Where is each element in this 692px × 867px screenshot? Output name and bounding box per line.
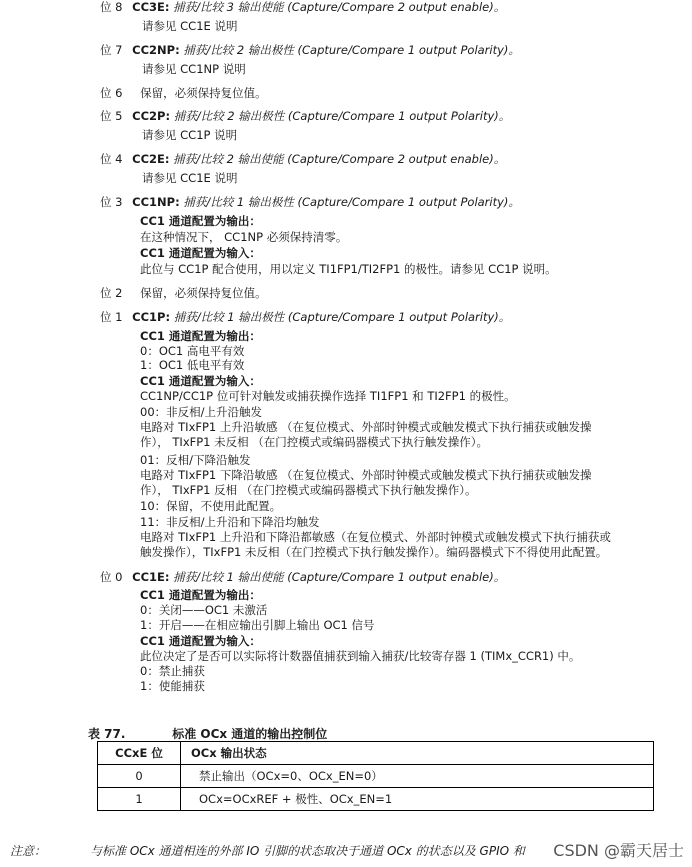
table-header-row: [98, 742, 654, 765]
bit-name: CC1P:: [132, 310, 171, 324]
bit-label: 位 5: [100, 109, 123, 123]
bit-name: CC1NP:: [132, 195, 180, 209]
bit-5-line: 请参见 CC1P 说明: [142, 128, 238, 142]
bit-label: 位 8: [100, 0, 123, 14]
bit-description: 捕获/比较 2 输出极性 (Capture/Compare 1 output Polarity)。: [173, 109, 511, 123]
bit-description: 捕获/比较 1 输出极性 (Capture/Compare 1 output Polarity)。: [173, 310, 511, 324]
bit-0-line: 1：使能捕获: [140, 679, 205, 693]
table-cell: 禁止输出（OCx=0、OCx_EN=0）: [181, 765, 654, 788]
bit-1-line: 作）， TIxFP1 未反相 （在门控模式或编码器模式下执行触发操作）。: [140, 435, 489, 449]
bit-label: 位 7: [100, 43, 123, 57]
bit-label: 位 2: [100, 286, 123, 300]
bit-0-line: 此位决定了是否可以实际将计数器值捕获到输入捕获/比较寄存器 1 (TIMx_CCR1) 中。: [140, 649, 581, 663]
bit-label: 位 3: [100, 195, 123, 209]
table-cell: OCx=OCxREF + 极性、OCx_EN=1: [181, 788, 654, 811]
bit-name: CC1E:: [132, 570, 170, 584]
bit-3-line: 此位与 CC1P 配合使用，用以定义 TI1FP1/TI2FP1 的极性。请参见 CC1P 说明。: [140, 262, 557, 276]
bit-description: 捕获/比较 3 输出使能 (Capture/Compare 2 output enable)。: [173, 0, 506, 14]
bit-1-line: 10：保留，不使用此配置。: [140, 499, 282, 513]
bit-4-line: 请参见 CC1E 说明: [142, 171, 238, 185]
bit-description: 捕获/比较 1 输出极性 (Capture/Compare 1 output Polarity)。: [183, 195, 520, 209]
table-title: 标准 OCx 通道的输出控制位: [172, 727, 328, 741]
bit-0-subheading: CC1 通道配置为输入：: [140, 634, 261, 648]
column-header: OCx 输出状态: [181, 742, 654, 765]
bit-label: 位 6: [100, 86, 123, 100]
column-header: CCxE 位: [98, 742, 181, 765]
table-cell: 1: [98, 788, 181, 811]
bit-description: 保留，必须保持复位值。: [140, 86, 267, 100]
note-text: 与标准 OCx 通道相连的外部 IO 引脚的状态取决于通道 OCx 的状态以及 GPIO 和: [90, 844, 525, 858]
bit-description: 捕获/比较 2 输出使能 (Capture/Compare 2 output enable)。: [173, 152, 506, 166]
table-row: [98, 788, 654, 811]
bit-8-line: 请参见 CC1E 说明: [142, 19, 238, 33]
bit-7-line: 请参见 CC1NP 说明: [142, 62, 246, 76]
table-row: [98, 765, 654, 788]
bit-3-line: 在这种情况下， CC1NP 必须保持清零。: [140, 230, 348, 244]
bit-1-line: 00：非反相/上升沿触发: [140, 405, 263, 419]
bit-4-row: [100, 152, 505, 167]
note-label: 注意：: [10, 844, 47, 858]
bit-label: 位 1: [100, 310, 123, 324]
bit-1-row: [100, 310, 510, 325]
table-number: 表 77.: [88, 727, 126, 741]
bit-1-line: 电路对 TIxFP1 下降沿敏感 （在复位模式、外部时钟模式或触发模式下执行捕获或触发操: [140, 468, 592, 482]
bit-5-row: [100, 109, 510, 124]
output-control-table: [97, 741, 654, 811]
bit-0-line: 1：开启——在相应输出引脚上输出 OC1 信号: [140, 618, 375, 632]
bit-8-row: [100, 0, 505, 15]
bit-3-subheading: CC1 通道配置为输入：: [140, 246, 261, 260]
bit-6-row: [100, 86, 267, 101]
bit-7-row: [100, 43, 520, 58]
bit-1-line: 01：反相/下降沿触发: [140, 453, 251, 467]
bit-name: CC2P:: [132, 109, 171, 123]
bit-1-line: CC1NP/CC1P 位可针对触发或捕获操作选择 TI1FP1 和 TI2FP1 的极性。: [140, 389, 516, 403]
watermark: CSDN @霸天居士: [553, 838, 684, 861]
bit-1-line: 作）， TIxFP1 反相 （在门控模式或编码器模式下执行触发操作）。: [140, 483, 477, 497]
table-caption: [88, 725, 327, 742]
bit-label: 位 4: [100, 152, 123, 166]
bit-1-line: 触发操作），TIxFP1 未反相（在门控模式下执行触发操作）。编码器模式下不得使用此配置。: [140, 545, 608, 559]
bit-description: 捕获/比较 2 输出极性 (Capture/Compare 1 output Polarity)。: [183, 43, 520, 57]
bit-1-line: 0：OC1 高电平有效: [140, 344, 245, 358]
bit-1-subheading: CC1 通道配置为输入：: [140, 374, 261, 388]
bit-1-line: 电路对 TIxFP1 上升沿敏感 （在复位模式、外部时钟模式或触发模式下执行捕获或触发操: [140, 420, 592, 434]
bit-1-subheading: CC1 通道配置为输出：: [140, 329, 261, 343]
bit-name: CC2E:: [132, 152, 170, 166]
bit-0-subheading: CC1 通道配置为输出：: [140, 588, 261, 602]
bit-name: CC2NP:: [132, 43, 180, 57]
bit-label: 位 0: [100, 570, 123, 584]
bit-1-line: 11：非反相/上升沿和下降沿均触发: [140, 515, 320, 529]
bit-1-line: 电路对 TIxFP1 上升沿和下降沿都敏感（在复位模式、外部时钟模式或触发模式下执行捕获或: [140, 530, 611, 544]
bit-0-line: 0：禁止捕获: [140, 664, 205, 678]
bit-0-row: [100, 570, 505, 585]
bit-1-line: 1：OC1 低电平有效: [140, 358, 245, 372]
bit-3-subheading: CC1 通道配置为输出：: [140, 214, 261, 228]
bit-0-line: 0：关闭——OC1 未激活: [140, 603, 268, 617]
bit-3-row: [100, 195, 520, 210]
bit-description: 捕获/比较 1 输出使能 (Capture/Compare 1 output enable)。: [173, 570, 506, 584]
bit-description: 保留，必须保持复位值。: [140, 286, 267, 300]
bit-name: CC3E:: [132, 0, 170, 14]
table-cell: 0: [98, 765, 181, 788]
bit-2-row: [100, 286, 267, 301]
